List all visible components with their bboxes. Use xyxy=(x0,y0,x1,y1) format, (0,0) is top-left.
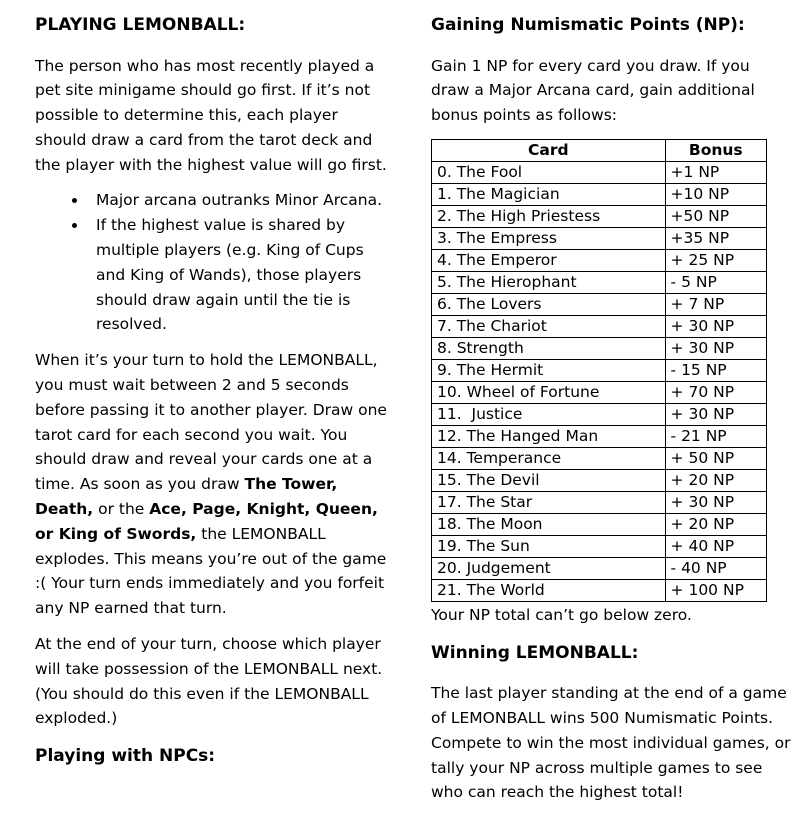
bonus-cell: +50 NP xyxy=(665,205,766,227)
bullet-item: • If the highest value is shared by multiple players (e.g. King of Cups and King of Wands), those players should draw again until the tie is resolved. xyxy=(88,213,391,337)
table-row xyxy=(432,557,767,579)
table-row xyxy=(432,337,767,359)
card-column-header: Card xyxy=(432,139,666,161)
table-row xyxy=(432,315,767,337)
table-row xyxy=(432,513,767,535)
bold-text-segment: The Tower, Death, xyxy=(35,475,338,519)
card-cell: 18. The Moon xyxy=(432,513,666,535)
table-header-row xyxy=(432,139,767,161)
card-cell: 6. The Lovers xyxy=(432,293,666,315)
pass-paragraph: At the end of your turn, choose which player will take possession of the LEMONBALL next. (You should do this even if the LEMONBALL exploded.) xyxy=(35,635,383,728)
table-row xyxy=(432,249,767,271)
table-row xyxy=(432,403,767,425)
table-row xyxy=(432,183,767,205)
card-cell: 21. The World xyxy=(432,579,666,601)
table-row xyxy=(432,381,767,403)
left-column xyxy=(35,13,391,816)
bonus-cell: - 21 NP xyxy=(665,425,766,447)
table-row xyxy=(432,447,767,469)
text-segment: or the xyxy=(93,500,150,519)
bonus-cell: +1 NP xyxy=(665,161,766,183)
bonus-cell: + 70 NP xyxy=(665,381,766,403)
card-cell: 9. The Hermit xyxy=(432,359,666,381)
bonus-cell: + 30 NP xyxy=(665,315,766,337)
table-row xyxy=(432,359,767,381)
np-intro-paragraph: Gain 1 NP for every card you draw. If you draw a Major Arcana card, gain additional bonus points as follows: xyxy=(431,56,755,125)
bonus-cell: + 25 NP xyxy=(665,249,766,271)
section-heading-winning: Winning LEMONBALL: xyxy=(431,642,639,663)
bonus-cell: +10 NP xyxy=(665,183,766,205)
table-row xyxy=(432,205,767,227)
table-row xyxy=(432,271,767,293)
card-cell: 10. Wheel of Fortune xyxy=(432,381,666,403)
section-heading-playing: PLAYING LEMONBALL: xyxy=(35,15,246,35)
table-row xyxy=(432,469,767,491)
intro-paragraph: The person who has most recently played a pet site minigame should go first. If it’s not possible to determine this, each player should draw a card from the tarot deck and the player with the highest value will go first. xyxy=(35,56,387,174)
card-cell: 20. Judgement xyxy=(432,557,666,579)
section-heading-npcs: Playing with NPCs: xyxy=(35,746,216,767)
right-column xyxy=(431,13,791,816)
card-cell: 14. Temperance xyxy=(432,447,666,469)
bonus-column-header: Bonus xyxy=(665,139,766,161)
card-cell: 15. The Devil xyxy=(432,469,666,491)
card-cell: 12. The Hanged Man xyxy=(432,425,666,447)
bonus-table-body xyxy=(432,161,767,601)
bullet-item: • Major arcana outranks Minor Arcana. xyxy=(88,188,391,213)
text-segment: the LEMONBALL explodes. This means you’re out of the game :( Your turn ends immediately and you forfeit any NP earned that turn. xyxy=(35,524,387,618)
card-cell: 17. The Star xyxy=(432,491,666,513)
winning-paragraph: The last player standing at the end of a game of LEMONBALL wins 500 Numismatic Points. Compete to win the most individual games, or tally your NP across multiple games to see who can reach the highest total! xyxy=(431,684,791,802)
bold-text-segment: Ace, Page, Knight, Queen, or King of Swords, xyxy=(35,500,378,543)
bonus-cell: +35 NP xyxy=(665,227,766,249)
card-cell: 4. The Emperor xyxy=(432,249,666,271)
card-cell: 5. The Hierophant xyxy=(432,271,666,293)
explosion-paragraph xyxy=(35,348,391,621)
table-row xyxy=(432,425,767,447)
bonus-cell: + 30 NP xyxy=(665,403,766,425)
bonus-table xyxy=(431,139,767,602)
bonus-cell: + 30 NP xyxy=(665,337,766,359)
table-row xyxy=(432,579,767,601)
card-cell: 1. The Magician xyxy=(432,183,666,205)
section-heading-np: Gaining Numismatic Points (NP): xyxy=(431,15,745,35)
bonus-cell: + 30 NP xyxy=(665,491,766,513)
bonus-cell: + 7 NP xyxy=(665,293,766,315)
bonus-cell: - 40 NP xyxy=(665,557,766,579)
card-cell: 0. The Fool xyxy=(432,161,666,183)
table-row xyxy=(432,535,767,557)
table-row xyxy=(432,491,767,513)
card-cell: 7. The Chariot xyxy=(432,315,666,337)
bonus-cell: - 15 NP xyxy=(665,359,766,381)
card-cell: 19. The Sun xyxy=(432,535,666,557)
turn-order-bullet-list xyxy=(35,188,391,337)
bonus-cell: + 20 NP xyxy=(665,513,766,535)
card-cell: 2. The High Priestess xyxy=(432,205,666,227)
table-row xyxy=(432,227,767,249)
table-row xyxy=(432,161,767,183)
card-cell: 8. Strength xyxy=(432,337,666,359)
bonus-cell: + 50 NP xyxy=(665,447,766,469)
card-cell: 11. Justice xyxy=(432,403,666,425)
table-row xyxy=(432,293,767,315)
text-segment: When it’s your turn to hold the LEMONBALL, you must wait between 2 and 5 seconds before passing it to another player. Draw one tarot card for each second you wait. You should draw and reveal your cards one at a time. As soon as you draw xyxy=(35,351,387,494)
bonus-cell: + 40 NP xyxy=(665,535,766,557)
bonus-cell: + 20 NP xyxy=(665,469,766,491)
card-cell: 3. The Empress xyxy=(432,227,666,249)
bonus-cell: - 5 NP xyxy=(665,271,766,293)
np-floor-note: Your NP total can’t go below zero. xyxy=(431,605,692,624)
bonus-cell: + 100 NP xyxy=(665,579,766,601)
